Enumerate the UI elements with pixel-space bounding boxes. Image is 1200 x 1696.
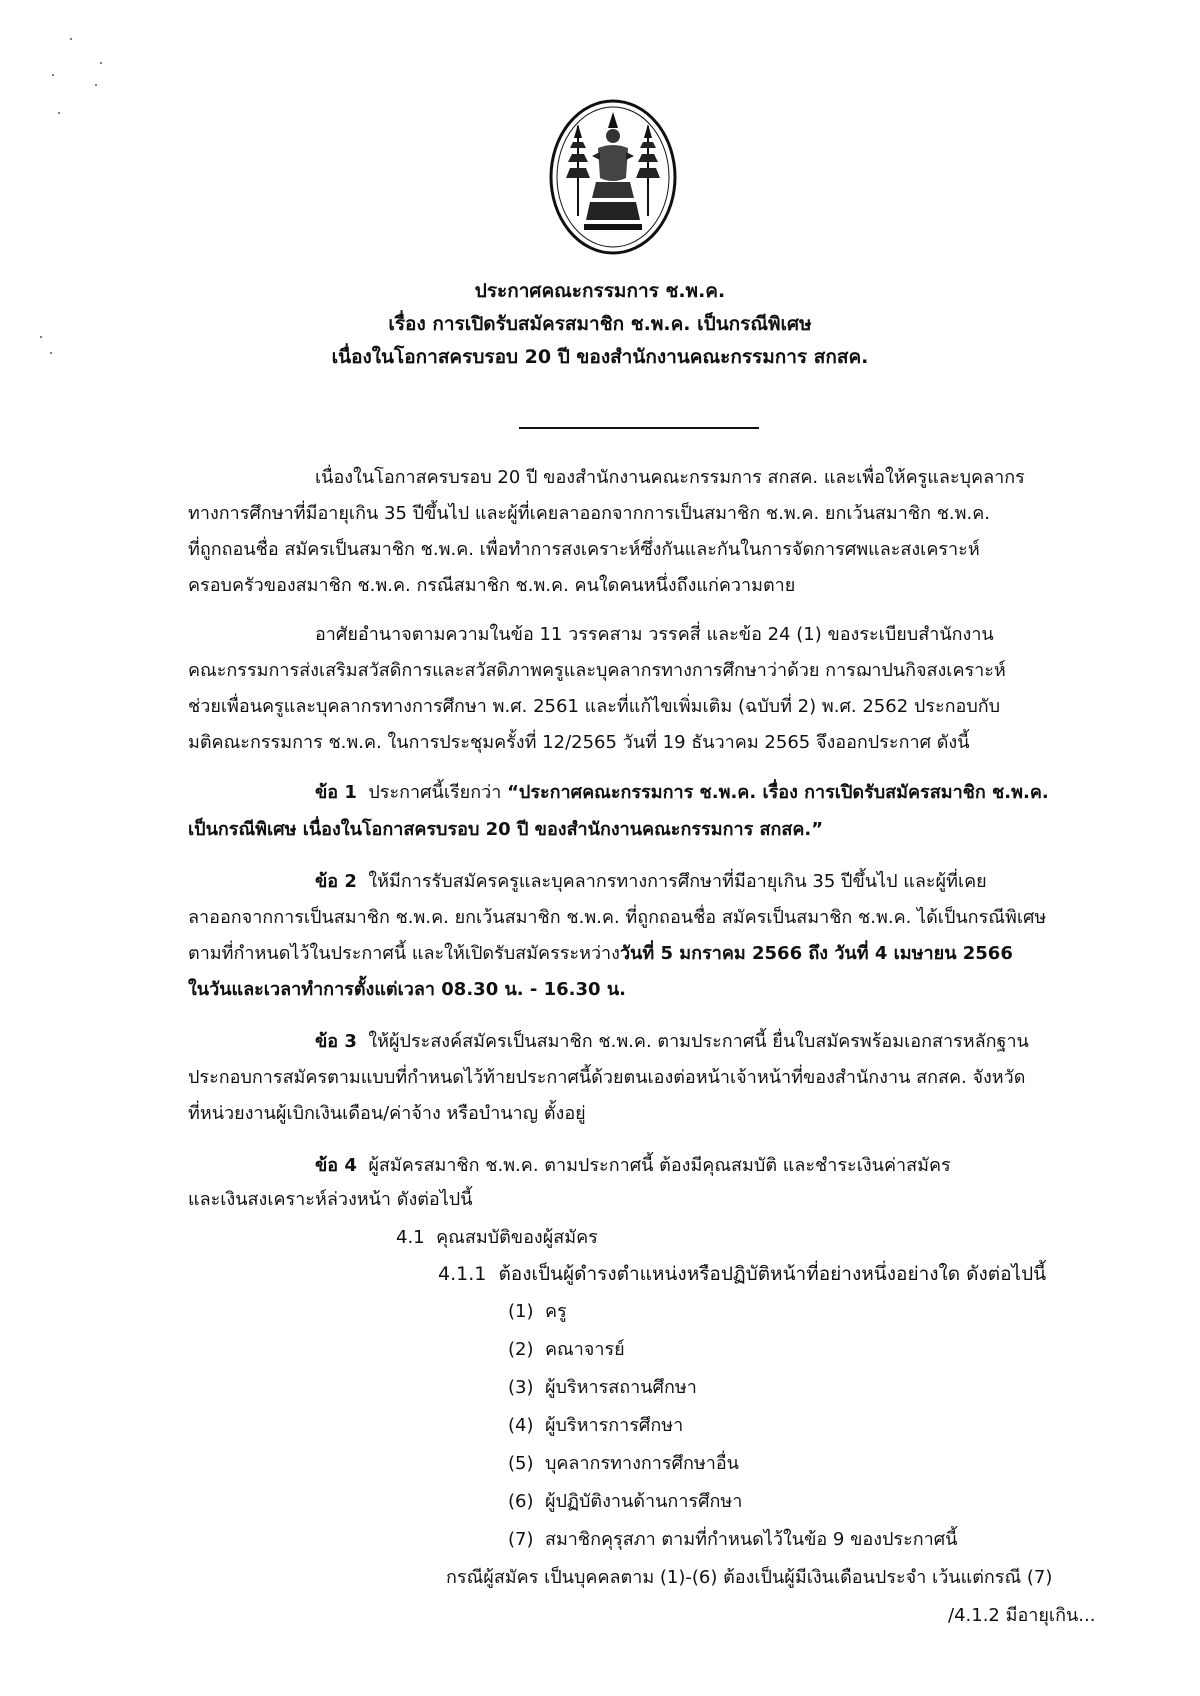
subclause-4-1 bbox=[396, 1226, 598, 1250]
qualification-item bbox=[508, 1528, 957, 1552]
header-divider bbox=[519, 427, 759, 429]
clause-1-line bbox=[315, 781, 1049, 805]
clause-2-text: ตามที่กำหนดไว้ในประกาศนี้ และให้เปิดรับสมัครระหว่าง bbox=[188, 943, 620, 964]
intro-line: ทางการศึกษาที่มีอายุเกิน 35 ปีขึ้นไป และผู้ที่เคยลาออกจากการเป็นสมาชิก ช.พ.ค. ยกเว้นสมาชิก ช.พ.ค. bbox=[188, 503, 990, 524]
clause-4-line bbox=[315, 1154, 951, 1178]
authority-line: มติคณะกรรมการ ช.พ.ค. ในการประชุมครั้งที่ 12/2565 วันที่ 19 ธันวาคม 2565 จึงออกประกาศ ดังนี้ bbox=[188, 732, 970, 753]
authority-line: อาศัยอำนาจตามความในข้อ 11 วรรคสาม วรรคสี่ และข้อ 24 (1) ของระเบียบสำนักงาน bbox=[315, 624, 994, 645]
clause-2-line: ลาออกจากการเป็นสมาชิก ช.พ.ค. ยกเว้นสมาชิก ช.พ.ค. ที่ถูกถอนชื่อ สมัครเป็นสมาชิก ช.พ.ค. ได้เป็นกรณีพิเศษ bbox=[188, 907, 1047, 928]
scan-speck bbox=[52, 74, 54, 76]
qualification-number: (7) bbox=[508, 1529, 534, 1550]
clause-4-text: ผู้สมัครสมาชิก ช.พ.ค. ตามประกาศนี้ ต้องมีคุณสมบัติ และชำระเงินค่าสมัคร bbox=[368, 1155, 951, 1176]
clause-2-line bbox=[188, 942, 1013, 966]
clause-3-line: ประกอบการสมัครตามแบบที่กำหนดไว้ท้ายประกาศนี้ด้วยตนเองต่อหน้าเจ้าหน้าที่ของสำนักงาน สกสค. จังหวัด bbox=[188, 1067, 1026, 1088]
authority-line: คณะกรรมการส่งเสริมสวัสดิการและสวัสดิภาพครูและบุคลากรทางการศึกษาว่าด้วย การฌาปนกิจสงเคราะห์ bbox=[188, 660, 1006, 681]
clause-1-label: ข้อ 1 bbox=[315, 782, 357, 803]
qualification-item bbox=[508, 1300, 567, 1324]
qualification-text: ผู้บริหารการศึกษา bbox=[544, 1415, 684, 1436]
qualification-number: (3) bbox=[508, 1377, 534, 1398]
qualification-note: กรณีผู้สมัคร เป็นบุคคลตาม (1)-(6) ต้องเป็นผู้มีเงินเดือนประจำ เว้นแต่กรณี (7) bbox=[446, 1567, 1053, 1588]
qualification-item bbox=[508, 1414, 683, 1438]
qualification-text: คณาจารย์ bbox=[544, 1339, 625, 1360]
subclause-title: คุณสมบัติของผู้สมัคร bbox=[436, 1227, 598, 1248]
qualification-text: สมาชิกคุรุสภา ตามที่กำหนดไว้ในข้อ 9 ของประกาศนี้ bbox=[544, 1529, 958, 1550]
scan-speck bbox=[58, 112, 60, 114]
scan-speck bbox=[95, 84, 97, 86]
qualification-number: (6) bbox=[508, 1491, 534, 1512]
subclause-number: 4.1 bbox=[396, 1227, 425, 1248]
qualification-item bbox=[508, 1452, 739, 1476]
clause-2-text: ให้มีการรับสมัครครูและบุคลากรทางการศึกษาที่มีอายุเกิน 35 ปีขึ้นไป และผู้ที่เคย bbox=[368, 871, 987, 892]
intro-line: เนื่องในโอกาสครบรอบ 20 ปี ของสำนักงานคณะกรรมการ สกสค. และเพื่อให้ครูและบุคลากร bbox=[315, 467, 1025, 488]
subclause-number: 4.1.1 bbox=[438, 1263, 487, 1285]
qualification-number: (2) bbox=[508, 1339, 534, 1360]
subclause-4-1-1 bbox=[438, 1262, 1046, 1286]
continuation-marker: /4.1.2 มีอายุเกิน... bbox=[948, 1605, 1096, 1626]
subclause-text: ต้องเป็นผู้ดำรงตำแหน่งหรือปฏิบัติหน้าที่อย่างหนึ่งอย่างใด ดังต่อไปนี้ bbox=[498, 1263, 1047, 1285]
announcement-title: ประกาศคณะกรรมการ ช.พ.ค. bbox=[474, 280, 726, 302]
qualification-text: ครู bbox=[544, 1301, 567, 1322]
clause-2-label: ข้อ 2 bbox=[315, 871, 357, 892]
clause-1-title: “ประกาศคณะกรรมการ ช.พ.ค. เรื่อง การเปิดรับสมัครสมาชิก ช.พ.ค. bbox=[507, 782, 1049, 803]
scan-speck bbox=[100, 62, 102, 64]
clause-4-label: ข้อ 4 bbox=[315, 1155, 357, 1176]
clause-1-lead: ประกาศนี้เรียกว่า bbox=[368, 782, 508, 803]
qualification-number: (1) bbox=[508, 1301, 534, 1322]
intro-line: ครอบครัวของสมาชิก ช.พ.ค. กรณีสมาชิก ช.พ.ค. คนใดคนหนึ่งถึงแก่ความตาย bbox=[188, 575, 796, 596]
intro-line: ที่ถูกถอนชื่อ สมัครเป็นสมาชิก ช.พ.ค. เพื่อทำการสงเคราะห์ซึ่งกันและกันในการจัดการศพและสงเคราะห์ bbox=[188, 539, 980, 560]
qualification-text: ผู้ปฏิบัติงานด้านการศึกษา bbox=[544, 1491, 743, 1512]
clause-3-line bbox=[315, 1030, 1029, 1054]
clause-3-line: ที่หน่วยงานผู้เบิกเงินเดือน/ค่าจ้าง หรือบำนาญ ตั้งอยู่ bbox=[188, 1103, 586, 1124]
clause-1-title-cont: เป็นกรณีพิเศษ เนื่องในโอกาสครบรอบ 20 ปี ของสำนักงานคณะกรรมการ สกสค.” bbox=[188, 819, 824, 840]
announcement-occasion: เนื่องในโอกาสครบรอบ 20 ปี ของสำนักงานคณะกรรมการ สกสค. bbox=[331, 346, 869, 368]
office-emblem-seal bbox=[548, 98, 678, 256]
qualification-number: (4) bbox=[508, 1415, 534, 1436]
qualification-item bbox=[508, 1338, 625, 1362]
clause-2-line bbox=[315, 870, 987, 894]
clause-2-dates: วันที่ 5 มกราคม 2566 ถึง วันที่ 4 เมษายน 2566 bbox=[619, 943, 1013, 964]
clause-4-line: และเงินสงเคราะห์ล่วงหน้า ดังต่อไปนี้ bbox=[188, 1189, 473, 1210]
qualification-number: (5) bbox=[508, 1453, 534, 1474]
clause-3-label: ข้อ 3 bbox=[315, 1031, 357, 1052]
authority-line: ช่วยเพื่อนครูและบุคลากรทางการศึกษา พ.ศ. 2561 และที่แก้ไขเพิ่มเติม (ฉบับที่ 2) พ.ศ. 2562 ประกอบกับ bbox=[188, 696, 1001, 717]
qualification-item bbox=[508, 1376, 697, 1400]
clause-2-hours: ในวันและเวลาทำการตั้งแต่เวลา 08.30 น. - 16.30 น. bbox=[188, 979, 626, 1000]
qualification-text: บุคลากรทางการศึกษาอื่น bbox=[544, 1453, 739, 1474]
qualification-item bbox=[508, 1490, 742, 1514]
scan-speck bbox=[70, 38, 72, 40]
qualification-text: ผู้บริหารสถานศึกษา bbox=[544, 1377, 697, 1398]
clause-3-text: ให้ผู้ประสงค์สมัครเป็นสมาชิก ช.พ.ค. ตามประกาศนี้ ยื่นใบสมัครพร้อมเอกสารหลักฐาน bbox=[368, 1031, 1029, 1052]
announcement-subject: เรื่อง การเปิดรับสมัครสมาชิก ช.พ.ค. เป็นกรณีพิเศษ bbox=[388, 313, 812, 335]
